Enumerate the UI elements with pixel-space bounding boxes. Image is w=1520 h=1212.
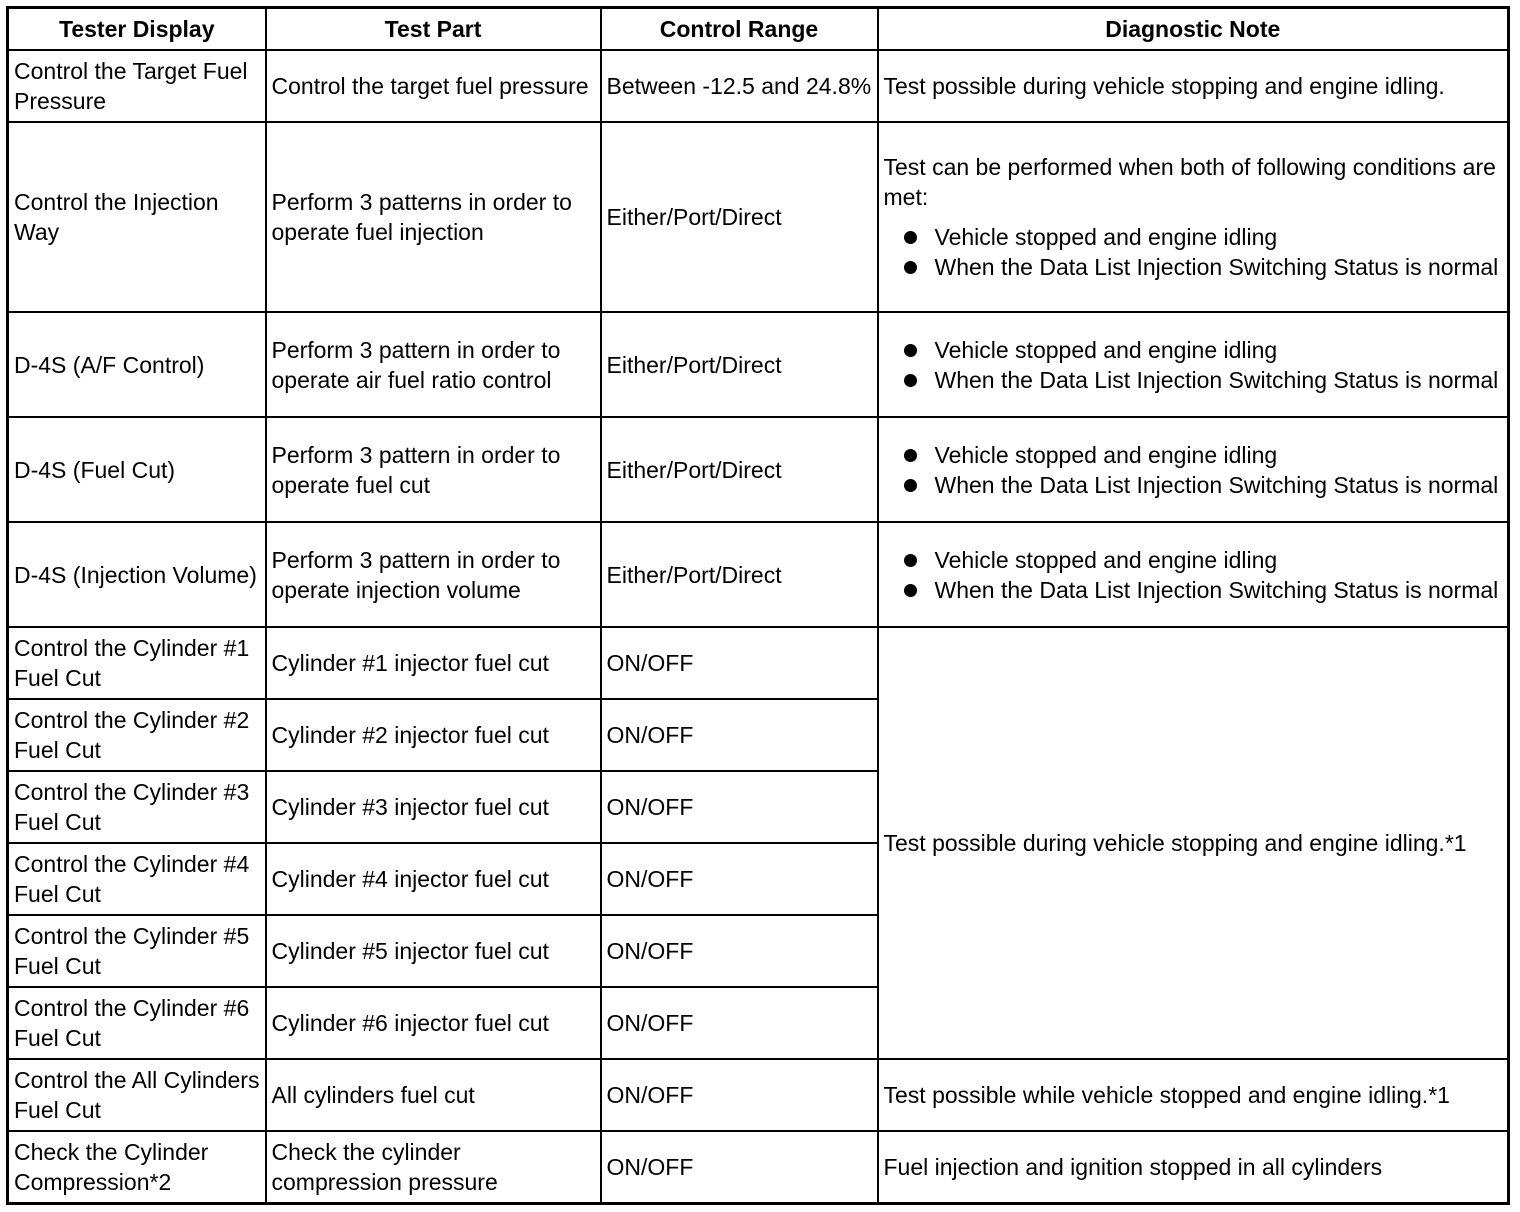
header-test-part: Test Part	[266, 8, 601, 51]
tester-display-cell: D-4S (A/F Control)	[8, 312, 266, 417]
diagnostic-bullet: Vehicle stopped and engine idling	[884, 440, 1503, 470]
table-row	[8, 522, 1509, 627]
diagnostic-bullet: When the Data List Injection Switching Status is normal	[884, 470, 1503, 500]
tester-display-cell: Control the All Cylinders Fuel Cut	[8, 1059, 266, 1131]
control-range-cell: ON/OFF	[601, 1059, 878, 1131]
header-diagnostic-note: Diagnostic Note	[878, 8, 1509, 51]
tester-display-cell: Control the Cylinder #6 Fuel Cut	[8, 987, 266, 1059]
test-part-cell: Perform 3 pattern in order to operate air fuel ratio control	[266, 312, 601, 417]
test-part-cell: Perform 3 patterns in order to operate fuel injection	[266, 122, 601, 312]
control-range-cell: Either/Port/Direct	[601, 522, 878, 627]
table-row	[8, 1131, 1509, 1203]
test-part-cell: Cylinder #3 injector fuel cut	[266, 771, 601, 843]
bullet-dot-icon	[904, 231, 917, 244]
control-range-cell: Either/Port/Direct	[601, 417, 878, 522]
bullet-dot-icon	[904, 554, 917, 567]
diagnostic-note-cell	[878, 522, 1509, 627]
header-row	[8, 8, 1509, 51]
test-part-cell: All cylinders fuel cut	[266, 1059, 601, 1131]
diagnostic-bullet-list	[884, 545, 1503, 605]
tester-display-cell: Control the Cylinder #1 Fuel Cut	[8, 627, 266, 699]
test-part-cell: Cylinder #1 injector fuel cut	[266, 627, 601, 699]
diagnostic-bullet: When the Data List Injection Switching Status is normal	[884, 365, 1503, 395]
diagnostic-note-lead: Test can be performed when both of following conditions are met:	[883, 154, 1496, 211]
test-part-cell: Perform 3 pattern in order to operate injection volume	[266, 522, 601, 627]
control-range-cell: ON/OFF	[601, 915, 878, 987]
diagnostic-bullet-list	[884, 335, 1503, 395]
test-part-cell: Cylinder #2 injector fuel cut	[266, 699, 601, 771]
bullet-dot-icon	[904, 374, 917, 387]
diagnostic-note-cell: Test possible during vehicle stopping and engine idling.	[878, 50, 1509, 122]
control-range-cell: ON/OFF	[601, 771, 878, 843]
control-range-cell: ON/OFF	[601, 843, 878, 915]
control-range-cell: ON/OFF	[601, 1131, 878, 1203]
test-part-cell: Check the cylinder compression pressure	[266, 1131, 601, 1203]
tester-display-cell: D-4S (Injection Volume)	[8, 522, 266, 627]
diagnostic-bullet: When the Data List Injection Switching Status is normal	[884, 575, 1503, 605]
test-part-cell: Cylinder #5 injector fuel cut	[266, 915, 601, 987]
tester-display-cell: Control the Cylinder #5 Fuel Cut	[8, 915, 266, 987]
bullet-dot-icon	[904, 449, 917, 462]
diagnostic-bullet-list	[884, 222, 1503, 282]
tester-display-cell: Control the Cylinder #2 Fuel Cut	[8, 699, 266, 771]
tester-display-cell: Control the Injection Way	[8, 122, 266, 312]
table-row	[8, 627, 1509, 699]
bullet-dot-icon	[904, 344, 917, 357]
diagnostic-note-cell	[878, 417, 1509, 522]
tester-display-cell: Control the Cylinder #4 Fuel Cut	[8, 843, 266, 915]
diagnostic-note-cell: Test possible during vehicle stopping and engine idling.*1	[878, 627, 1509, 1059]
control-range-cell: ON/OFF	[601, 699, 878, 771]
diagnostic-bullet: Vehicle stopped and engine idling	[884, 335, 1503, 365]
test-part-cell: Control the target fuel pressure	[266, 50, 601, 122]
diagnostic-bullet: Vehicle stopped and engine idling	[884, 222, 1503, 252]
diagnostic-bullet: When the Data List Injection Switching Status is normal	[884, 252, 1503, 282]
bullet-dot-icon	[904, 479, 917, 492]
diagnostic-note-cell	[878, 312, 1509, 417]
tester-display-cell: Control the Target Fuel Pressure	[8, 50, 266, 122]
diagnostic-note-cell	[878, 122, 1509, 312]
table-row	[8, 122, 1509, 312]
tester-display-cell: Check the Cylinder Compression*2	[8, 1131, 266, 1203]
tester-display-cell: D-4S (Fuel Cut)	[8, 417, 266, 522]
control-range-cell: Either/Port/Direct	[601, 122, 878, 312]
test-part-cell: Cylinder #4 injector fuel cut	[266, 843, 601, 915]
active-test-table	[6, 6, 1510, 1205]
diagnostic-note-cell: Fuel injection and ignition stopped in all cylinders	[878, 1131, 1509, 1203]
header-tester-display: Tester Display	[8, 8, 266, 51]
header-control-range: Control Range	[601, 8, 878, 51]
bullet-dot-icon	[904, 584, 917, 597]
table-row	[8, 50, 1509, 122]
table-row	[8, 417, 1509, 522]
diagnostic-bullet-list	[884, 440, 1503, 500]
control-range-cell: Either/Port/Direct	[601, 312, 878, 417]
table-row	[8, 1059, 1509, 1131]
table-row	[8, 312, 1509, 417]
control-range-cell: ON/OFF	[601, 987, 878, 1059]
control-range-cell: ON/OFF	[601, 627, 878, 699]
test-part-cell: Cylinder #6 injector fuel cut	[266, 987, 601, 1059]
tester-display-cell: Control the Cylinder #3 Fuel Cut	[8, 771, 266, 843]
control-range-cell: Between -12.5 and 24.8%	[601, 50, 878, 122]
test-part-cell: Perform 3 pattern in order to operate fuel cut	[266, 417, 601, 522]
diagnostic-note-cell: Test possible while vehicle stopped and engine idling.*1	[878, 1059, 1509, 1131]
diagnostic-bullet: Vehicle stopped and engine idling	[884, 545, 1503, 575]
bullet-dot-icon	[904, 261, 917, 274]
